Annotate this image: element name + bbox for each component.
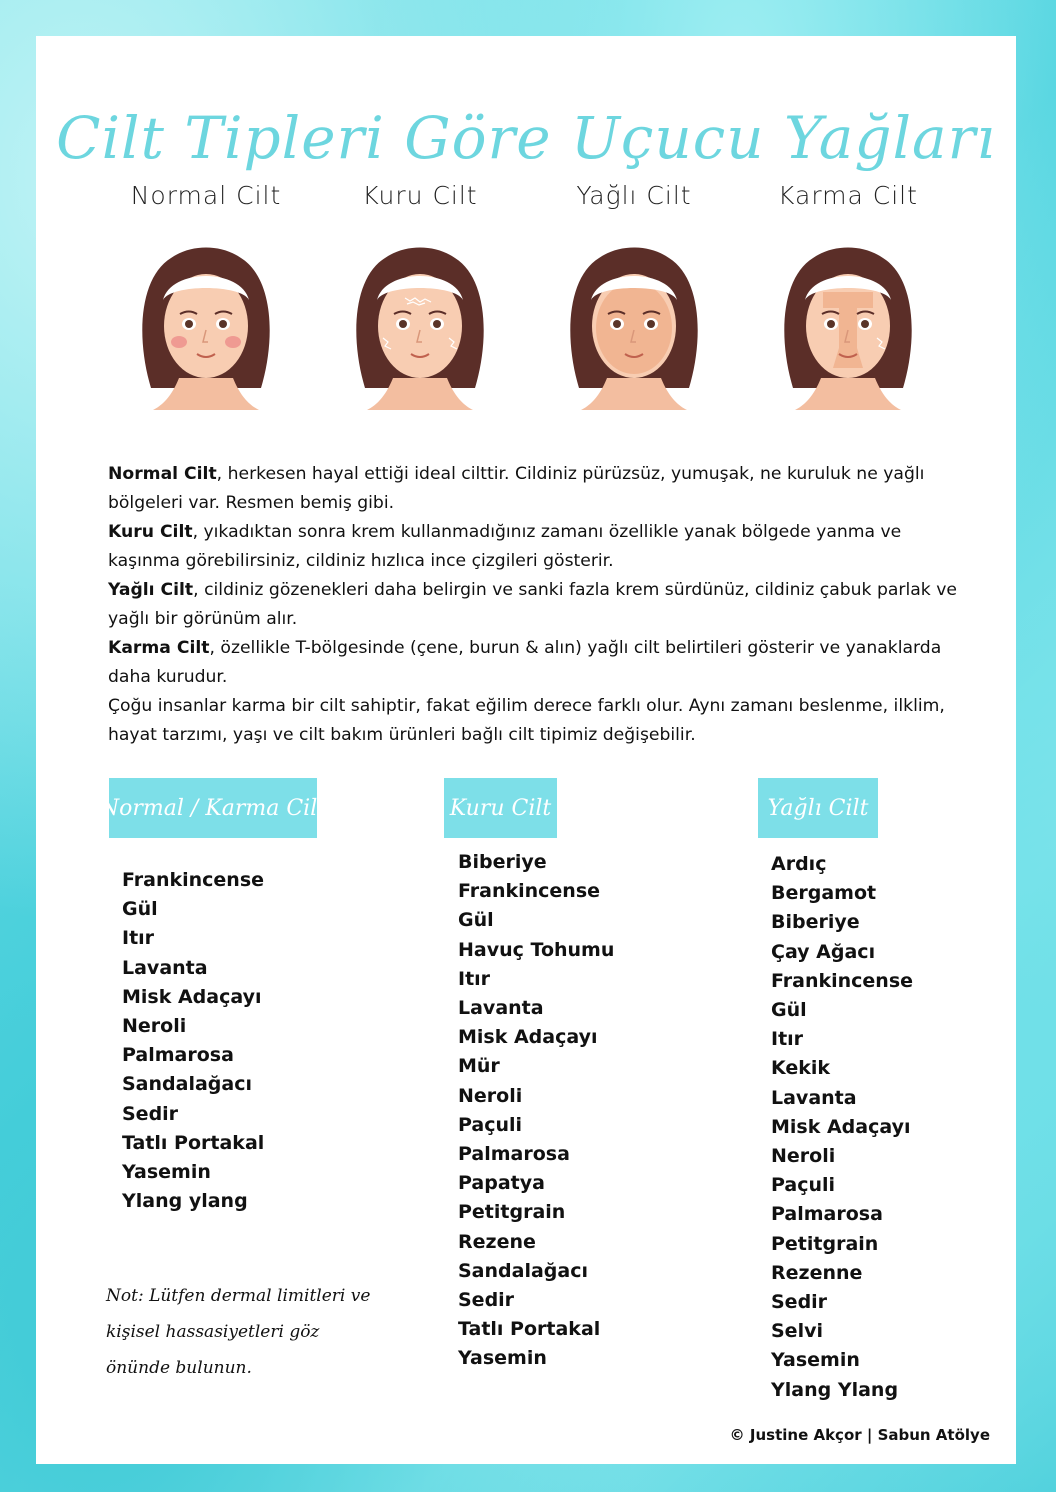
skin-type-descriptions bbox=[108, 460, 958, 750]
oil-item: Gül bbox=[458, 909, 494, 932]
oil-item: Yasemin bbox=[458, 1347, 547, 1370]
oil-item: Çay Ağacı bbox=[771, 940, 876, 963]
page-title: Cilt Tipleri Göre Uçucu Yağları bbox=[56, 104, 996, 172]
oil-item: Ardıç bbox=[771, 853, 827, 875]
oil-item: Selvi bbox=[771, 1320, 823, 1343]
oil-list-oily bbox=[771, 850, 913, 1405]
oil-item: Gül bbox=[771, 999, 807, 1022]
dermal-limit-note: Not: Lütfen dermal limitleri ve kişisel hassasiyetleri göz önünde bulunun. bbox=[106, 1286, 371, 1378]
page-card bbox=[36, 36, 1016, 1464]
oil-list-dry bbox=[458, 848, 614, 1374]
oil-item: Misk Adaçayı bbox=[122, 985, 262, 1008]
oil-item: Frankincense bbox=[458, 880, 601, 903]
face-oily bbox=[534, 176, 734, 416]
oil-item: Rezenne bbox=[771, 1261, 863, 1284]
paragraph-term: Kuru Cilt bbox=[108, 522, 193, 542]
oil-item: Rezene bbox=[458, 1230, 536, 1253]
oil-list-normal-combo bbox=[122, 866, 264, 1216]
oil-item: Ylang ylang bbox=[122, 1190, 248, 1213]
paragraph-text: , yıkadıktan sonra krem kullanmadığınız zamanı özellikle yanak bölgede yanma ve kaşınma görebilirsiniz, cildiniz hızlıca ince çizgileri gösterir. bbox=[108, 522, 902, 571]
oil-item: Itır bbox=[122, 927, 155, 950]
oil-item: Paçuli bbox=[458, 1113, 523, 1136]
paragraph-term: Yağlı Cilt bbox=[108, 580, 194, 600]
oil-item: Frankincense bbox=[771, 969, 914, 992]
oil-item: Neroli bbox=[122, 1015, 187, 1038]
oil-item: Neroli bbox=[458, 1084, 523, 1107]
oil-item: Petitgrain bbox=[771, 1232, 879, 1255]
oil-item: Lavanta bbox=[771, 1086, 857, 1109]
oily-skin-face-illustration bbox=[559, 238, 709, 416]
face-label: Karma Cilt bbox=[778, 181, 918, 210]
oil-item: Havuç Tohumu bbox=[458, 938, 615, 961]
paragraph-text: , cildiniz gözenekleri daha belirgin ve sanki fazla krem sürdünüz, cildiniz çabuk parlak ve yağlı bir görünüm alır. bbox=[108, 580, 957, 629]
oil-item: Sedir bbox=[458, 1289, 515, 1312]
heading-normal-combo: Normal / Karma Cilt bbox=[109, 778, 317, 838]
oil-item: Palmarosa bbox=[122, 1044, 234, 1067]
paragraph-text: Çoğu insanlar karma bir cilt sahiptir, fakat eğilim derece farklı olur. Aynı zamanı beslenme, ilklim, hayat tarzımı, yaşı ve cilt bakım ürünleri bağlı cilt tipimiz değişebilir. bbox=[108, 696, 945, 745]
oil-item: Palmarosa bbox=[771, 1203, 883, 1226]
oil-item: Itır bbox=[458, 967, 491, 990]
heading-oily: Yağlı Cilt bbox=[758, 778, 878, 838]
oil-item: Palmarosa bbox=[458, 1143, 570, 1166]
oil-item: Papatya bbox=[458, 1172, 545, 1195]
face-label: Yağlı Cilt bbox=[576, 181, 692, 210]
oil-item: Tatlı Portakal bbox=[458, 1318, 601, 1341]
copyright-credit: © Justine Akçor | Sabun Atölye bbox=[729, 1426, 990, 1444]
face-normal bbox=[106, 176, 306, 416]
oil-item: Misk Adaçayı bbox=[771, 1115, 911, 1138]
oil-item: Sedir bbox=[122, 1102, 179, 1125]
oil-item: Biberiye bbox=[771, 911, 860, 934]
paragraph-dry bbox=[108, 518, 958, 576]
face-combo bbox=[748, 176, 948, 416]
paragraph-combo bbox=[108, 634, 958, 692]
oil-item: Petitgrain bbox=[458, 1201, 566, 1224]
heading-dry: Kuru Cilt bbox=[444, 778, 557, 838]
face-dry bbox=[320, 176, 520, 416]
paragraph-general bbox=[108, 692, 958, 750]
oil-item: Paçuli bbox=[771, 1174, 836, 1197]
paragraph-text: , özellikle T-bölgesinde (çene, burun & alın) yağlı cilt belirtileri gösterir ve yanaklarda daha kurudur. bbox=[108, 638, 942, 687]
paragraph-oily bbox=[108, 576, 958, 634]
oil-item: Lavanta bbox=[458, 997, 544, 1020]
face-label: Normal Cilt bbox=[130, 181, 282, 210]
oil-item: Tatlı Portakal bbox=[122, 1131, 265, 1154]
oil-item: Yasemin bbox=[771, 1349, 860, 1372]
oil-item: Biberiye bbox=[458, 851, 547, 873]
paragraph-term: Normal Cilt bbox=[108, 464, 217, 484]
dry-skin-face-illustration bbox=[345, 238, 495, 416]
oil-item: Gül bbox=[122, 898, 158, 921]
oil-item: Neroli bbox=[771, 1145, 836, 1168]
oil-item: Sedir bbox=[771, 1291, 828, 1314]
face-label: Kuru Cilt bbox=[362, 181, 478, 210]
oil-item: Sandalağacı bbox=[458, 1259, 588, 1282]
oil-item: Frankincense bbox=[122, 869, 265, 891]
oil-item: Kekik bbox=[771, 1057, 831, 1080]
normal-skin-face-illustration bbox=[131, 238, 281, 416]
oil-item: Itır bbox=[771, 1028, 804, 1051]
paragraph-text: , herkesen hayal ettiği ideal cilttir. Cildiniz pürüzsüz, yumuşak, ne kuruluk ne yağlı bölgeleri var. Resmen bemiş gibi. bbox=[108, 464, 925, 513]
oil-item: Mür bbox=[458, 1055, 500, 1078]
oil-item: Bergamot bbox=[771, 882, 877, 905]
paragraph-normal bbox=[108, 460, 958, 518]
combination-skin-face-illustration bbox=[773, 238, 923, 416]
skin-type-faces bbox=[106, 176, 966, 476]
oil-item: Ylang Ylang bbox=[771, 1378, 899, 1401]
paragraph-term: Karma Cilt bbox=[108, 638, 210, 658]
oil-item: Misk Adaçayı bbox=[458, 1026, 598, 1049]
oil-item: Sandalağacı bbox=[122, 1073, 252, 1096]
oil-item: Yasemin bbox=[122, 1161, 211, 1184]
oil-item: Lavanta bbox=[122, 956, 208, 979]
